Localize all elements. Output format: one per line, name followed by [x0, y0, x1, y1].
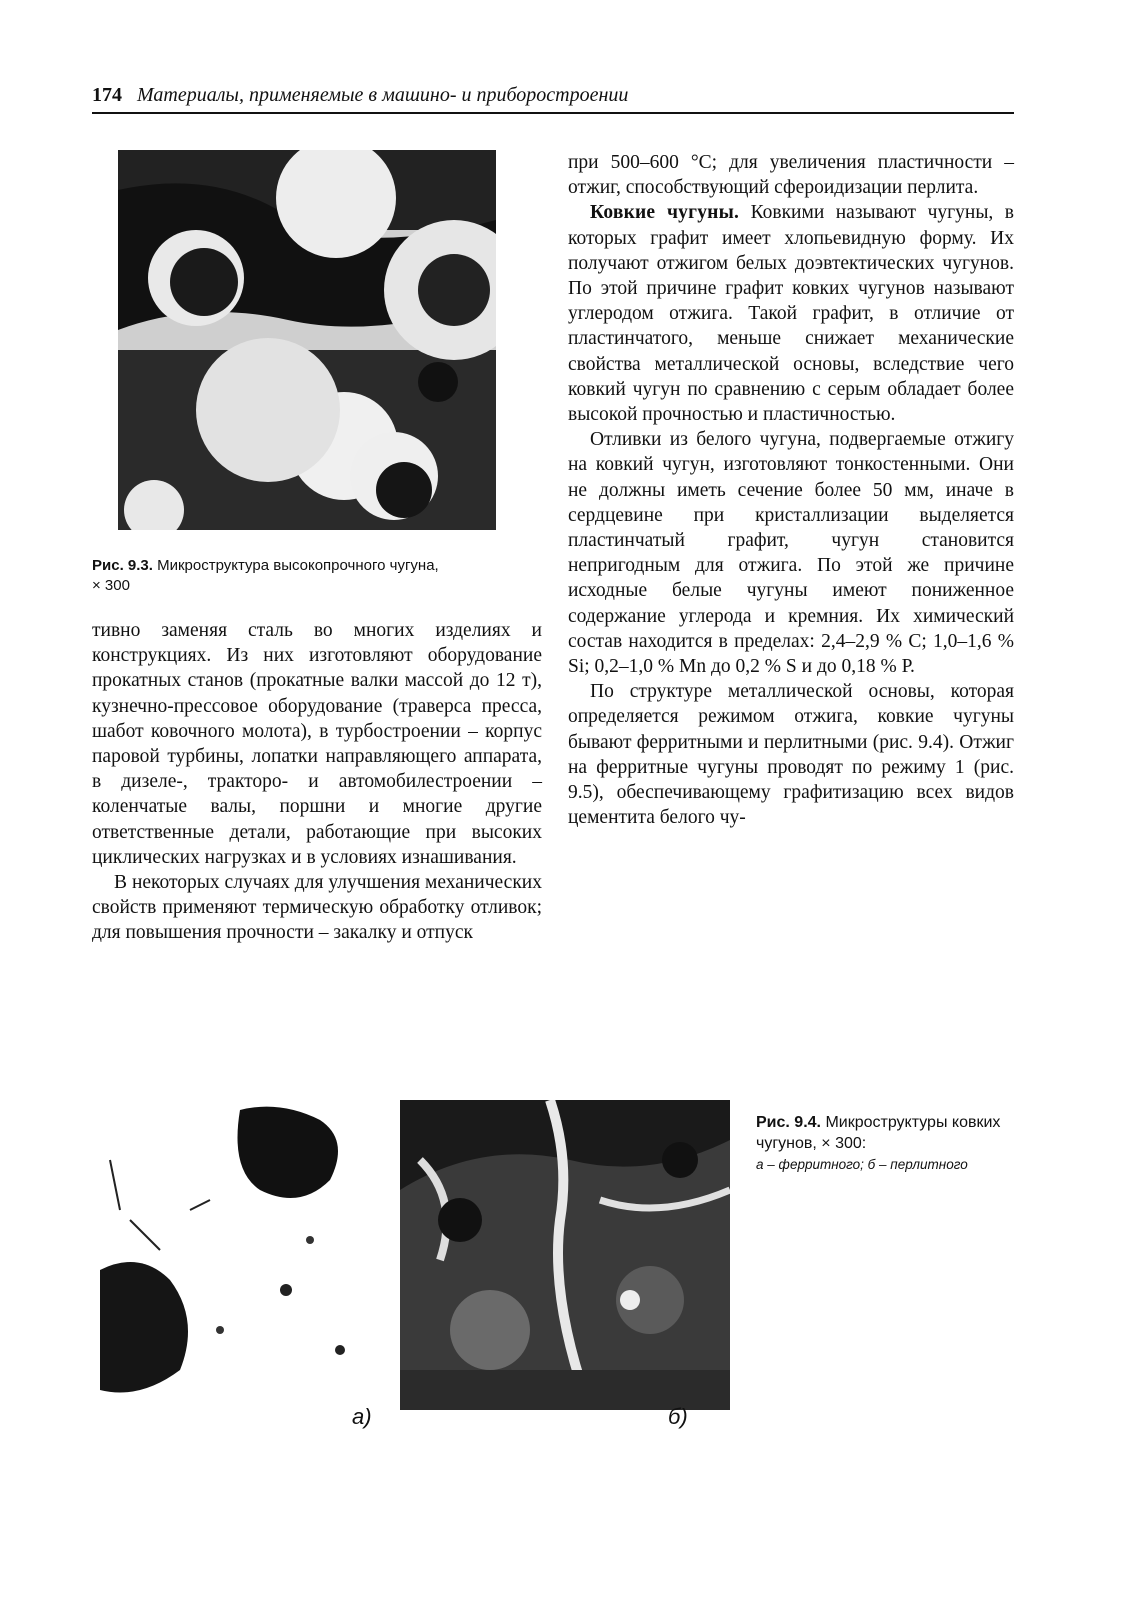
- right-column: [568, 150, 1014, 830]
- figure-9-3-magnification: × 300: [92, 577, 130, 594]
- panel-a-label: а): [352, 1404, 372, 1429]
- running-header: [92, 82, 1014, 114]
- right-paragraph-3: Отливки из белого чугуна, подвергаемые отжигу на ковкий чугун, изготовляют тонкостенными. Они не должны иметь сечение более 50 мм, иначе в сердцевине при кристаллизации выделяется пластинчатый графит, чугун становится непригодным для отжига. По этой же причине исходные белые чугуны имеют пониженное содержание углерода и кремния. Их химический состав находится в пределах: 2,4–2,9 % С; 1,0–1,6 % Si; 0,2–1,0 % Mn до 0,2 % S и до 0,18 % Р.: [568, 429, 1014, 678]
- right-paragraph-2: [568, 200, 1014, 427]
- figure-9-4b-micrograph: [400, 1100, 730, 1410]
- figure-9-4-subcaption: а – ферритного; б – перлитного: [756, 1157, 968, 1172]
- figure-9-3-label: Рис. 9.3.: [92, 557, 153, 574]
- section-lead-malleable-iron: Ковкие чугуны.: [590, 202, 740, 224]
- right-paragraph-2-text: Ковкими называют чугуны, в которых графит имеет хлопьевидную форму. Их получают отжигом белых доэвтектических чугунов. По этой причине графит ковких чугунов называют углеродом отжига. Такой графит, в отличие от пластинчатого, меньше снижает механические свойства металлической основы, вследствие чего ковкий чугун по сравнению с серым обладает более высокой прочностью и пластичностью.: [568, 202, 1015, 426]
- left-paragraph-1: тивно заменяя сталь во многих изделиях и конструкциях. Из них изготовляют оборудование прокатных станов (прокатные валки массой до 12 т), кузнечно-прессовое оборудование (траверса пресса, шабот ковочного молота), в турбостроении – корпус паровой турбины, лопатки направляющего аппарата, в дизеле-, тракторо- и автомобилестроении – коленчатые валы, поршни и многие другие ответственные детали, работающие при высоких циклических нагрузках и в условиях изнашивания.: [92, 620, 542, 868]
- right-paragraph-1: при 500–600 °С; для увеличения пластичности – отжиг, способствующий сфероидизации перлита.: [568, 152, 1014, 199]
- figure-9-4-label: Рис. 9.4.: [756, 1114, 821, 1131]
- running-title: Материалы, применяемые в машино- и приборостроении: [137, 84, 629, 106]
- page-number: 174: [92, 84, 122, 106]
- figure-9-4a-micrograph: [100, 1100, 400, 1400]
- figure-9-4-caption: [756, 1112, 1018, 1175]
- right-paragraph-4: По структуре металлической основы, которая определяется режимом отжига, ковкие чугуны бывают ферритными и перлитными (рис. 9.4). Отжиг на ферритные чугуны проводят по режиму 1 (рис. 9.5), обеспечивающему графитизацию всех видов цементита белого чу-: [568, 681, 1014, 829]
- left-column: [92, 618, 542, 946]
- figure-9-3-caption-text: Микроструктура высокопрочного чугуна,: [157, 557, 439, 574]
- figure-9-3-micrograph: [118, 150, 496, 530]
- figure-9-4-caption-text: Микроструктуры ковких чугунов, × 300:: [756, 1114, 1001, 1152]
- left-paragraph-2: В некоторых случаях для улучшения механических свойств применяют термическую обработку отливок; для повышения прочности – закалку и отпуск: [92, 872, 542, 944]
- figure-9-3-caption: [92, 556, 542, 596]
- panel-b-label: б): [668, 1404, 688, 1429]
